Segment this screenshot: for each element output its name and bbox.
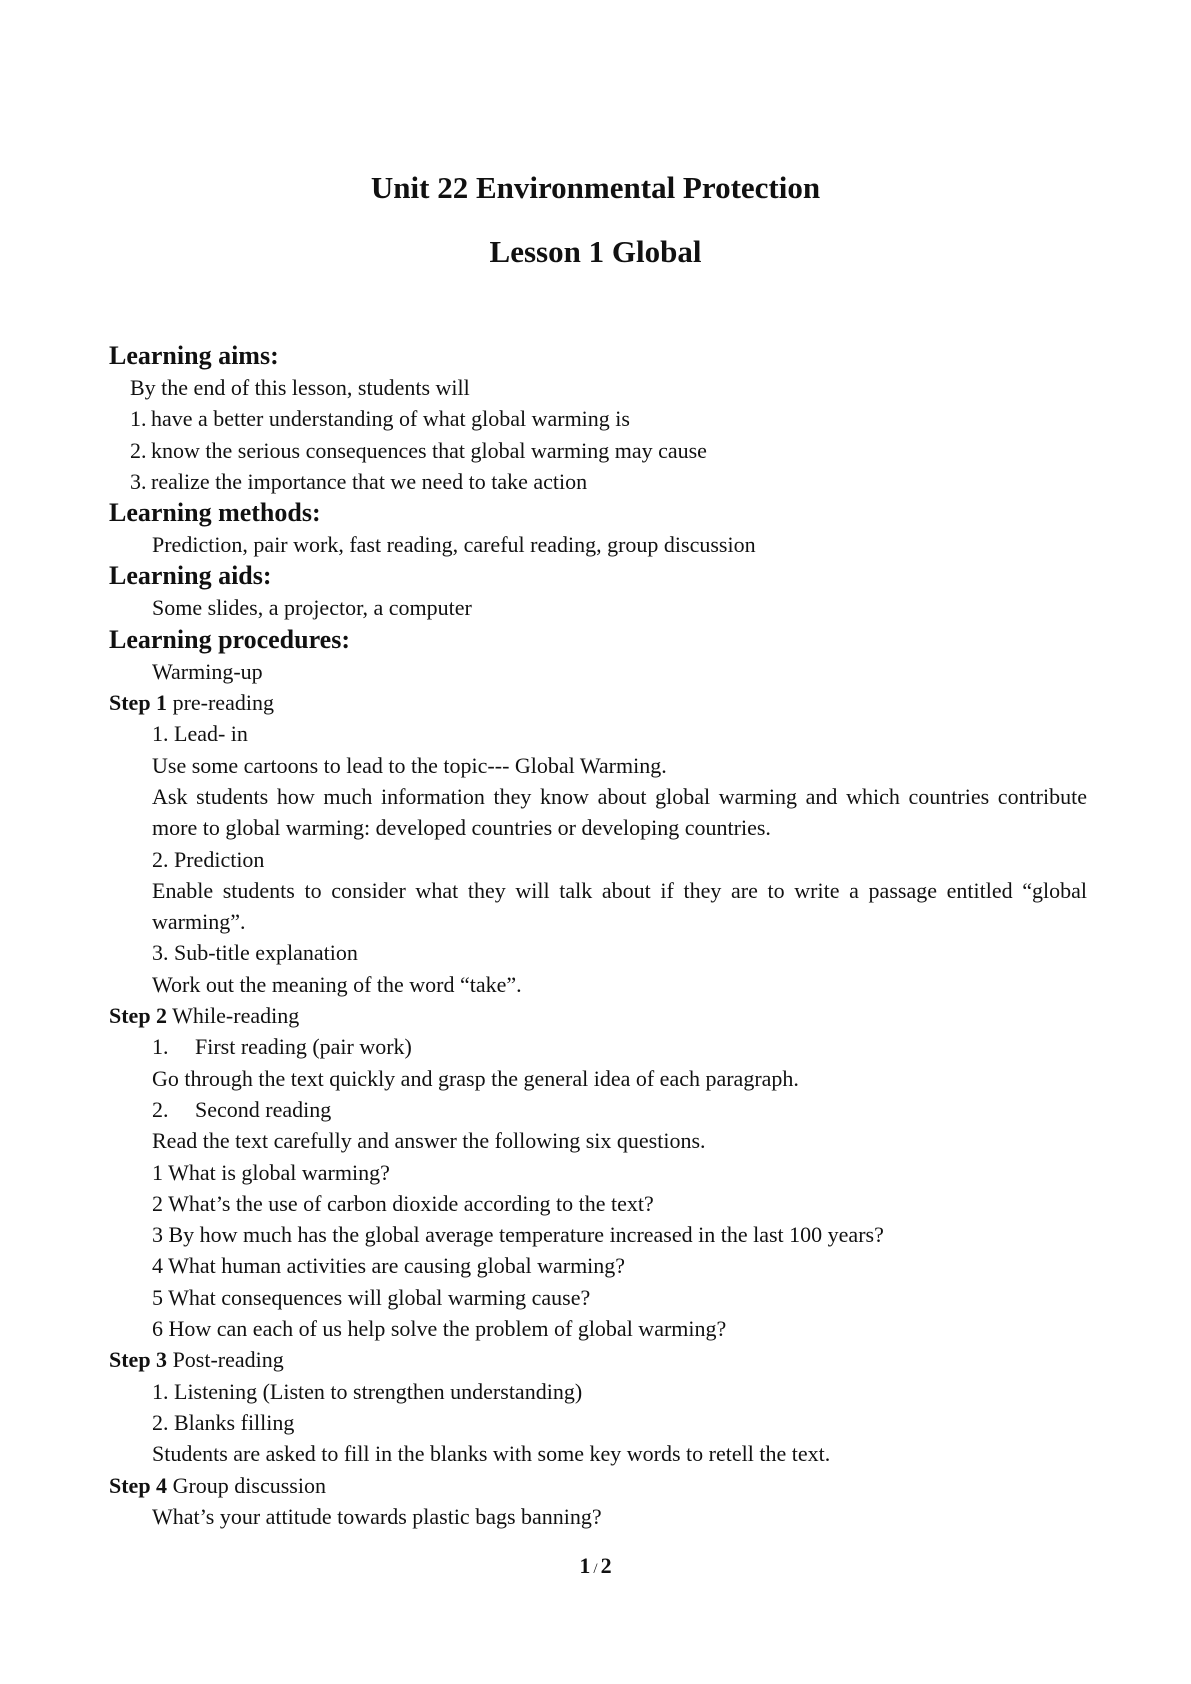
- step-2-heading: [109, 1000, 1087, 1031]
- prediction-text: Enable students to consider what they will talk about if they are to write a passage entitled “global warming”.: [152, 877, 1087, 935]
- blanks-text: Students are asked to fill in the blanks with some key words to retell the text.: [152, 1441, 831, 1467]
- second-reading-text: Read the text carefully and answer the following six questions.: [152, 1128, 706, 1154]
- aims-item-number: 3.: [130, 468, 147, 494]
- document-title: Unit 22 Environmental Protection: [370, 170, 821, 205]
- aims-item-text: know the serious consequences that global warming may cause: [151, 437, 707, 463]
- aids-text: Some slides, a projector, a computer: [152, 595, 472, 621]
- second-reading-title: Second reading: [195, 1096, 332, 1122]
- question-item: 5 What consequences will global warming cause?: [152, 1284, 591, 1310]
- blanks-item: 2. Blanks filling: [152, 1409, 295, 1435]
- step-1-title: pre-reading: [172, 690, 274, 716]
- question-item: 1 What is global warming?: [152, 1159, 390, 1185]
- step-1-heading: [109, 687, 1087, 718]
- lead-in-text: Use some cartoons to lead to the topic--- Global Warming.: [152, 752, 667, 778]
- step-3-title: Post-reading: [172, 1347, 284, 1373]
- step-1-label: Step 1: [109, 690, 168, 716]
- subtitle-text: Work out the meaning of the word “take”.: [152, 971, 522, 997]
- aims-item-number: 1.: [130, 406, 147, 432]
- step-4-label: Step 4: [109, 1472, 168, 1498]
- second-reading-heading: [109, 1094, 1087, 1125]
- prediction-heading: 2. Prediction: [152, 846, 265, 872]
- aims-item: [109, 466, 1087, 497]
- methods-text: Prediction, pair work, fast reading, careful reading, group discussion: [152, 532, 756, 558]
- lesson-title: Lesson 1 Global: [489, 234, 702, 269]
- document-body: [109, 340, 1087, 1532]
- question-item: 6 How can each of us help solve the problem of global warming?: [152, 1316, 727, 1342]
- step-2-label: Step 2: [109, 1003, 168, 1029]
- methods-heading: Learning methods:: [109, 498, 321, 528]
- aims-heading: Learning aims:: [109, 341, 279, 370]
- procedures-heading: Learning procedures:: [109, 624, 350, 654]
- first-reading-heading: [109, 1031, 1087, 1062]
- warmup-text: Warming-up: [152, 658, 263, 684]
- current-page: 1: [579, 1553, 591, 1578]
- subtitle-heading: 3. Sub-title explanation: [152, 940, 358, 966]
- aids-heading: Learning aids:: [109, 561, 272, 591]
- aims-item-text: realize the importance that we need to take action: [151, 468, 588, 494]
- aims-item: [109, 435, 1087, 466]
- discussion-question: What’s your attitude towards plastic bags banning?: [152, 1503, 602, 1529]
- page-separator: /: [593, 1561, 598, 1577]
- aims-item: [109, 403, 1087, 434]
- question-item: 4 What human activities are causing global warming?: [152, 1253, 626, 1279]
- first-reading-text: Go through the text quickly and grasp the general idea of each paragraph.: [152, 1065, 799, 1091]
- aims-item-text: have a better understanding of what global warming is: [151, 406, 630, 432]
- question-item: 3 By how much has the global average temperature increased in the last 100 years?: [152, 1222, 884, 1248]
- listening-item: 1. Listening (Listen to strengthen understanding): [152, 1378, 583, 1404]
- step-2-title: While-reading: [172, 1003, 300, 1029]
- first-reading-number: 1.: [152, 1034, 169, 1060]
- aims-intro: By the end of this lesson, students will: [130, 375, 470, 400]
- step-4-title: Group discussion: [172, 1472, 326, 1498]
- question-item: 2 What’s the use of carbon dioxide according to the text?: [152, 1190, 654, 1216]
- step-3-label: Step 3: [109, 1347, 168, 1373]
- first-reading-title: First reading (pair work): [195, 1034, 412, 1060]
- aims-item-number: 2.: [130, 437, 147, 463]
- total-pages: 2: [600, 1553, 612, 1578]
- lead-in-heading: 1. Lead- in: [152, 721, 248, 747]
- page-number: [0, 1552, 1191, 1583]
- step-4-heading: [109, 1470, 1087, 1501]
- second-reading-number: 2.: [152, 1096, 169, 1122]
- ask-text: Ask students how much information they know about global warming and which countries contribute more to global warming: developed countries or developing countries.: [152, 783, 1087, 841]
- step-3-heading: [109, 1344, 1087, 1375]
